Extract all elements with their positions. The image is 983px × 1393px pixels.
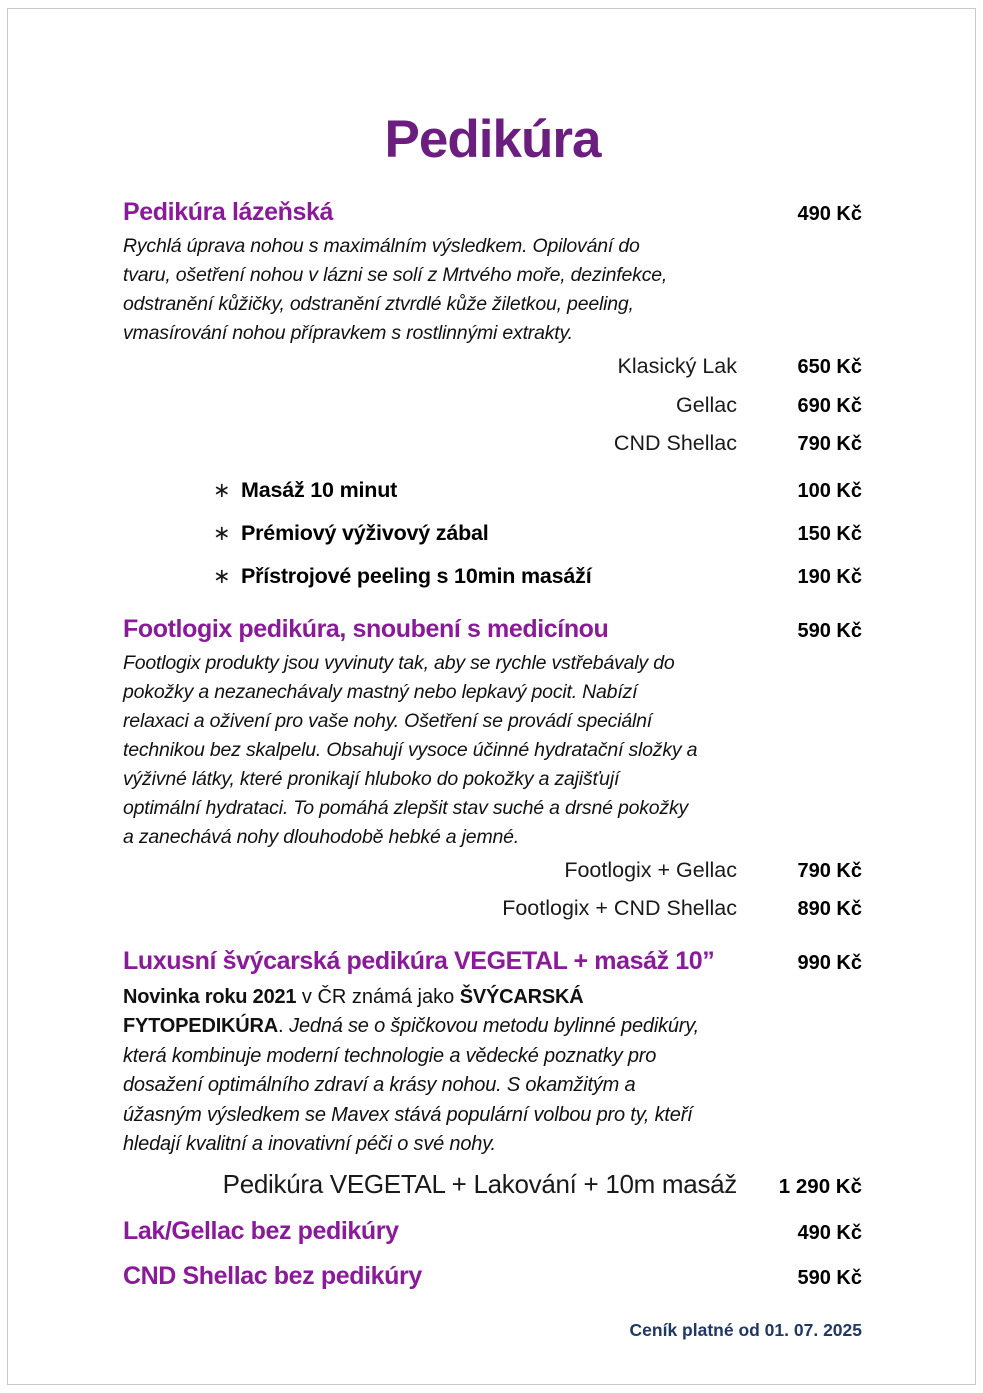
variant-price: 690 Kč — [797, 394, 862, 417]
feature-price: 1 290 Kč — [778, 1174, 862, 1198]
variant-list — [123, 348, 862, 464]
asterisk-bullet: ∗ — [213, 564, 231, 588]
description-line: odstranění kůžičky, odstranění ztvrdlé kůže žiletkou, peeling, — [123, 293, 634, 315]
addon-list — [123, 475, 862, 593]
intro-line — [123, 1012, 788, 1042]
section-heading-row — [123, 613, 862, 645]
section-pedikura-lazenska — [123, 196, 862, 593]
variant-row — [123, 890, 862, 929]
page-title: Pedikúra — [384, 110, 601, 169]
addon-label: Přístrojové peeling s 10min masáží — [241, 563, 592, 588]
intro-bold: ŠVÝCARSKÁ — [459, 985, 584, 1008]
intro-bold: Novinka roku 2021 — [123, 985, 297, 1008]
intro-italic: která kombinuje moderní technologie a vědecké poznatky pro — [123, 1044, 657, 1067]
intro-line — [123, 983, 788, 1013]
intro-line — [123, 1071, 788, 1101]
addon-row — [123, 561, 862, 593]
addon-price: 150 Kč — [797, 522, 862, 545]
intro-italic: dosažení optimálního zdraví a krásy nohou. S okamžitým a — [123, 1074, 636, 1096]
section-heading: Footlogix pedikúra, snoubení s medicínou — [123, 614, 609, 643]
description-line: relaxaci a oživení pro vaše nohy. Ošetření se provádí speciální — [123, 709, 652, 732]
section-price: 590 Kč — [797, 619, 862, 642]
validity-note: Ceník platné od 01. 07. 2025 — [629, 1319, 862, 1340]
addon-row — [123, 475, 862, 507]
variant-price: 790 Kč — [797, 859, 862, 882]
description-line: a zanechává nohy dlouhodobě hebké a jemné. — [123, 825, 519, 848]
feature-row — [123, 1166, 862, 1202]
section-description — [123, 649, 788, 852]
section-heading-row — [123, 196, 862, 228]
description-line: Footlogix produkty jsou vyvinuty tak, aby se rychle vstřebávaly do — [123, 651, 675, 674]
description-line: vmasírování nohou přípravkem s rostlinnými extrakty. — [123, 322, 573, 344]
section-heading: Luxusní švýcarská pedikúra VEGETAL + masáž 10” — [123, 946, 715, 975]
variant-label: Footlogix + CND Shellac — [502, 896, 737, 920]
description-line: pokožky a nezanechávaly mastný nebo lepkavý pocit. Nabízí — [123, 680, 638, 703]
feature-label: Pedikúra VEGETAL + Lakování + 10m masáž — [222, 1168, 737, 1199]
extra-price: 490 Kč — [797, 1221, 862, 1244]
variant-price: 650 Kč — [797, 356, 862, 378]
section-vegetal — [123, 945, 862, 1202]
addon-price: 100 Kč — [797, 479, 862, 502]
intro-line — [123, 1042, 788, 1072]
section-intro — [123, 983, 788, 1160]
description-line: technikou bez skalpelu. Obsahují vysoce účinné hydratační složky a — [123, 738, 698, 761]
intro-italic: úžasným výsledkem se Mavex stává populární volbou pro ty, kteří — [123, 1103, 693, 1126]
variant-row — [123, 852, 862, 891]
intro-italic: hledají kvalitní a inovativní péči o své nohy. — [123, 1133, 496, 1155]
description-line: Rychlá úprava nohou s maximálním výsledkem. Opilování do — [123, 235, 640, 257]
intro-plain: v ČR známá jako — [296, 985, 460, 1008]
section-description — [123, 232, 788, 348]
variant-price: 890 Kč — [797, 898, 862, 920]
extra-price: 590 Kč — [797, 1266, 862, 1289]
variant-row — [123, 348, 862, 387]
intro-line — [123, 1101, 788, 1131]
description-line: výživné látky, které pronikají hluboko do pokožky a zajišťují — [123, 767, 620, 790]
addon-row — [123, 518, 862, 550]
intro-plain: . — [278, 1015, 290, 1037]
section-footlogix — [123, 613, 862, 929]
variant-list — [123, 852, 862, 929]
description-line: tvaru, ošetření nohou v lázni se solí z Mrtvého moře, dezinfekce, — [123, 264, 668, 286]
description-line: optimální hydrataci. To pomáhá zlepšit stav suché a drsné pokožky — [123, 796, 689, 819]
intro-italic: Jedná se o špičkovou metodu bylinné pedikúry, — [289, 1015, 699, 1037]
variant-price: 790 Kč — [797, 433, 862, 455]
addon-label: Masáž 10 minut — [241, 477, 398, 502]
variant-label: Footlogix + Gellac — [564, 857, 737, 882]
addon-price: 190 Kč — [797, 565, 862, 588]
variant-row — [123, 387, 862, 426]
intro-line — [123, 1130, 788, 1160]
section-heading: Pedikúra lázeňská — [123, 198, 333, 226]
intro-bold: FYTOPEDIKÚRA — [123, 1015, 279, 1037]
extra-row — [123, 1215, 862, 1247]
section-price: 990 Kč — [797, 951, 862, 974]
asterisk-bullet: ∗ — [213, 478, 231, 502]
variant-label: CND Shellac — [613, 431, 737, 455]
addon-label: Prémiový výživový zábal — [241, 520, 489, 545]
variant-label: Gellac — [676, 392, 737, 417]
asterisk-bullet: ∗ — [213, 521, 231, 545]
extra-heading: CND Shellac bez pedikúry — [123, 1261, 422, 1290]
variant-label: Klasický Lak — [617, 354, 737, 378]
variant-row — [123, 425, 862, 464]
section-extras — [123, 1215, 862, 1292]
extra-row — [123, 1260, 862, 1292]
extra-heading: Lak/Gellac bez pedikúry — [123, 1216, 399, 1245]
section-price: 490 Kč — [797, 203, 862, 225]
section-heading-row — [123, 945, 862, 977]
